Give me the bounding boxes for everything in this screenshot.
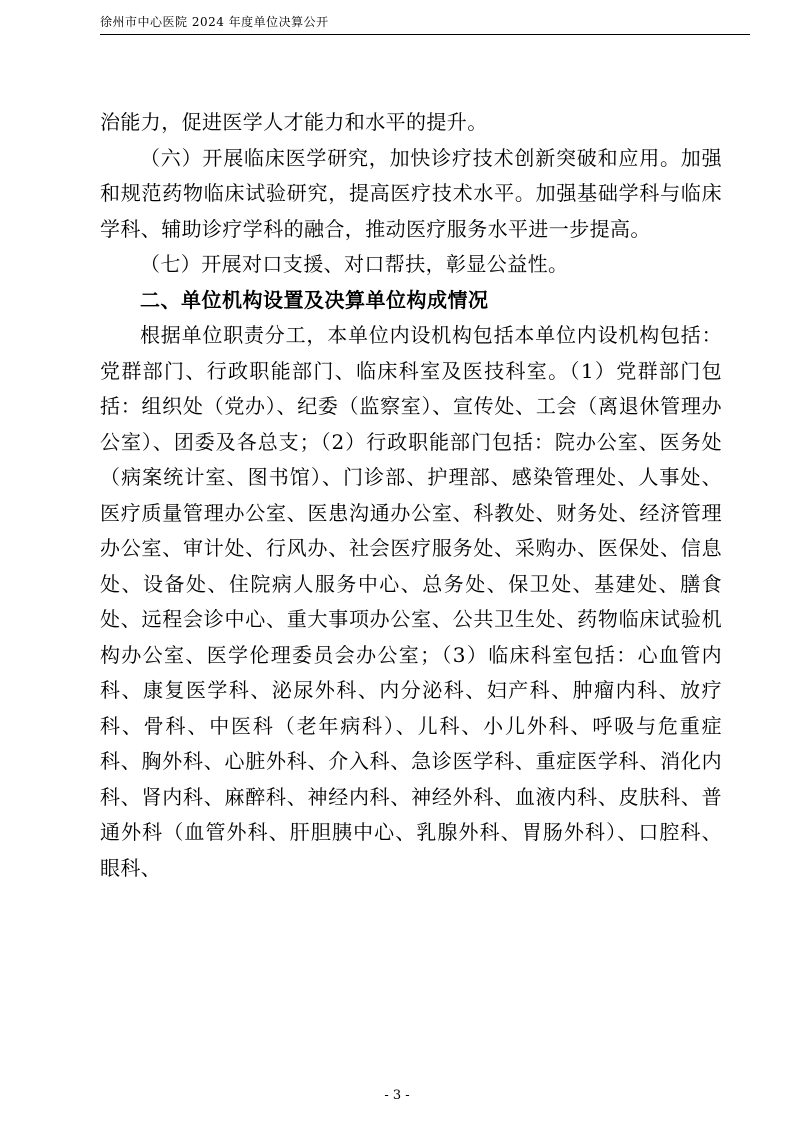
section-heading: 二、单位机构设置及决算单位构成情况 xyxy=(140,287,489,312)
paragraph-continuation: 治能力，促进医学人才能力和水平的提升。 xyxy=(100,110,488,134)
paragraph-org-structure: 根据单位职责分工，本单位内设机构包括本单位内设机构包括：党群部门、行政职能部门、临床科室及医技科室。（1）党群部门包括：组织处（党办）、纪委（监察室）、宣传处、工会（离退休管理办公室）、团委及各总支；（2）行政职能部门包括：院办公室、医务处（病案统计室、图书馆）、门诊部、护理部、感染管理处、人事处、医疗质量管理办公室、医患沟通办公室、科教处、财务处、经济管理办公室、审计处、行风办、社会医疗服务处、采购办、医保处、信息处、设备处、住院病人服务中心、总务处、保卫处、基建处、膳食处、远程会诊中心、重大事项办公室、公共卫生处、药物临床试验机构办公室、医学伦理委员会办公室；（3）临床科室包括：心血管内科、康复医学科、泌尿外科、内分泌科、妇产科、肿瘤内科、放疗科、骨科、中医科（老年病科）、儿科、小儿外科、呼吸与危重症科、胸外科、心脏外科、介入科、急诊医学科、重症医学科、消化内科、肾内科、麻醉科、神经内科、神经外科、血液内科、皮肤科、普通外科（血管外科、肝胆胰中心、乳腺外科、胃肠外科）、口腔科、眼科、 xyxy=(100,323,722,880)
document-body xyxy=(100,105,722,886)
page-header xyxy=(100,14,750,35)
header-title: 徐州市中心医院 2024 年度单位决算公开 xyxy=(100,15,329,29)
paragraph-item-seven: （七）开展对口支援、对口帮扶，彰显公益性。 xyxy=(140,252,569,276)
paragraph-item-six: （六）开展临床医学研究，加快诊疗技术创新突破和应用。加强和规范药物临床试验研究，提高医疗技术水平。加强基础学科与临床学科、辅助诊疗学科的融合，推动医疗服务水平进一步提高。 xyxy=(100,145,722,241)
page-number: - 3 - xyxy=(384,1088,410,1103)
